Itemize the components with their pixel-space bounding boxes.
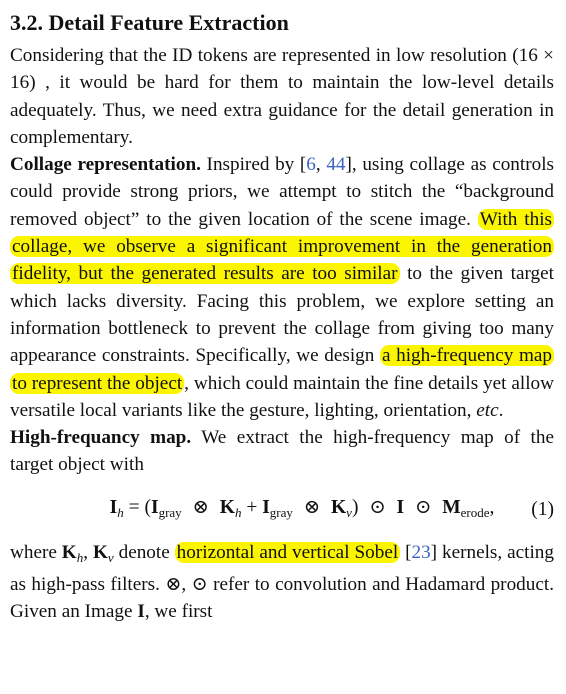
- after-eq-text-3: [: [400, 541, 412, 563]
- citation-link[interactable]: 23: [411, 541, 431, 563]
- equation-1: [10, 483, 554, 537]
- highlight-fidelity: With this collage, we observe a significant improvement in the generation fidelity, but the generated results are too similar: [12, 208, 552, 285]
- high-frequency-heading: High-frequancy map.: [10, 427, 192, 449]
- after-eq-text-5: , we first: [144, 601, 213, 623]
- paragraph-collage: [10, 151, 554, 424]
- highlight-sobel: horizontal and vertical Sobel: [176, 541, 399, 563]
- collage-text-1: Inspired by [: [200, 154, 307, 176]
- intro-text: Considering that the ID tokens are represented in low resolution (16 × 16) , it would be hard for them to maintain the low-level details adequately. Thus, we need extra guidance for the detail generation in complementary.: [10, 45, 554, 148]
- collage-text-3: ], using collage as controls could provide strong priors, we attempt to stitch the “background removed object” to the given location of the scene image.: [10, 154, 555, 230]
- collage-text-5: , which could maintain the fine details yet allow versatile local variants like the gesture, lighting, orientation,: [10, 372, 554, 421]
- citation-link[interactable]: 6: [306, 154, 316, 176]
- image-symbol: I: [137, 601, 145, 623]
- kernel-symbols: $K_h$, $K_v$: [61, 541, 114, 565]
- after-eq-text-2: denote: [113, 541, 175, 563]
- paragraph-intro: [10, 42, 554, 151]
- equation-body: $I_h = (I_{gray}$ ⊗ $K_h + I_{gray}$ ⊗ $K_v$) ⊙ I ⊙ $M_{erode}$,: [109, 496, 495, 520]
- highlight-high-frequency-map: a high-frequency map to represent the object: [12, 345, 552, 394]
- paragraph-high-frequency: [10, 424, 554, 479]
- collage-text-2: ,: [315, 154, 327, 176]
- equation-number: (1): [531, 499, 554, 521]
- etc-italic: etc: [476, 399, 499, 421]
- section-title: 3.2. Detail Feature Extraction: [10, 10, 289, 35]
- collage-text-4: to the given target which lacks diversity. Facing this problem, we explore setting an information bottleneck to prevent the collage from giving too many appearance constraints. Specifically, we design: [10, 263, 554, 367]
- after-eq-text-4: ] kernels, acting as high-pass filters. ⊗, ⊙ refer to convolution and Hadamard product. Given an Image: [10, 541, 554, 623]
- paragraph-after-equation: [10, 539, 554, 626]
- high-frequency-text: We extract the high-frequency map of the target object with: [10, 427, 555, 476]
- collage-heading: Collage representation.: [10, 154, 201, 176]
- paper-page: [10, 6, 554, 626]
- collage-text-6: .: [498, 399, 504, 421]
- citation-link[interactable]: 44: [326, 154, 346, 176]
- after-eq-text-1: where: [10, 541, 62, 563]
